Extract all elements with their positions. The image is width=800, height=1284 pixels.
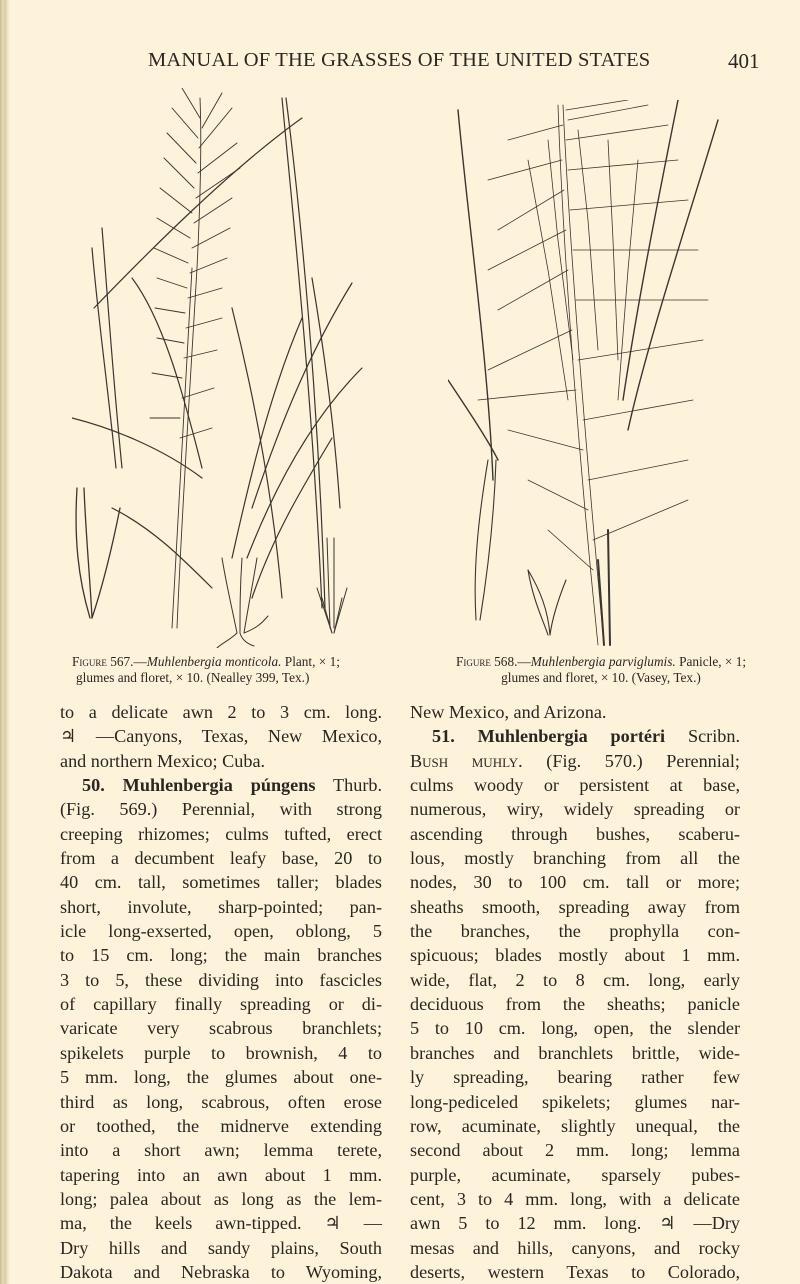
text-line: third as long, scabrous, often erose — [60, 1091, 382, 1112]
common-name: Bush muhly. — [410, 750, 523, 771]
text-line: spicuous; blades mostly about 1 mm. — [410, 945, 740, 966]
text-line: 5 to 10 cm. long, open, the slender — [410, 1018, 740, 1039]
figure-label: Figure 568. — [455, 654, 518, 669]
text-line: second about 2 mm. long; lemma — [410, 1140, 740, 1161]
caption-dash: — — [133, 654, 147, 669]
figure-567-caption — [72, 654, 390, 685]
text-line: ascending through bushes, scaberu- — [410, 823, 740, 844]
text-line: cent, 3 to 4 mm. long, with a delicate — [410, 1188, 740, 1209]
text-line: row, acuminate, slightly unequal, the — [410, 1115, 740, 1136]
running-head — [0, 49, 800, 75]
text-line: short, involute, sharp-pointed; pan- — [60, 896, 382, 917]
text-line: Dakota and Nebraska to Wyoming, — [60, 1261, 382, 1282]
species-heading-50 — [60, 773, 382, 797]
grass-plant-drawing-icon — [72, 88, 368, 648]
text-line: purple, acuminate, sparsely pubes- — [410, 1164, 740, 1185]
text-line: nodes, 30 to 100 cm. tall or more; — [410, 872, 740, 893]
text-line: creeping rhizomes; culms tufted, erect — [60, 823, 382, 844]
text-line: from a decumbent leafy base, 20 to — [60, 848, 382, 869]
text-line: awn 5 to 12 mm. long. ♃ —Dry — [410, 1213, 740, 1234]
text-line: of capillary finally spreading or di- — [60, 994, 382, 1015]
species-authority: Thurb. — [333, 775, 383, 796]
text-line: deserts, western Texas to Colorado, — [410, 1261, 740, 1282]
text-line: 40 cm. tall, sometimes taller; blades — [60, 872, 382, 893]
text-line: lous, mostly branching from all the — [410, 848, 740, 869]
caption-text: Plant, × 1; — [284, 654, 340, 669]
figure-label: Figure 567. — [72, 654, 134, 669]
text-line: the branches, the prophylla con- — [410, 921, 740, 942]
text-line: 3 to 5, these dividing into fascicles — [60, 969, 382, 990]
text-line: numerous, wiry, widely spreading or — [410, 799, 740, 820]
text-line: Dry hills and sandy plains, South — [60, 1237, 382, 1258]
species-number: 50. — [82, 775, 105, 796]
text-line: 5 mm. long, the glumes about one- — [60, 1067, 382, 1088]
text-line: and northern Mexico; Cuba. — [60, 750, 266, 771]
text-line: (Fig. 569.) Perennial, with strong — [60, 799, 382, 820]
text-line: mesas and hills, canyons, and rocky — [410, 1237, 740, 1258]
text-line: icle long-exserted, open, oblong, 5 — [60, 921, 382, 942]
caption-line-2: glumes and floret, × 10. (Nealley 399, Tex.) — [76, 669, 310, 685]
figure-568-illustration — [448, 100, 733, 648]
text-line: varicate very scabrous branchlets; — [60, 1018, 382, 1039]
text-line: culms woody or persistent at base, — [410, 775, 740, 796]
text-line: long; palea about as long as the lem- — [60, 1188, 382, 1209]
caption-text: Panicle, × 1; — [679, 654, 747, 669]
caption-line-2: glumes and floret, × 10. (Vasey, Tex.) — [501, 669, 701, 685]
species-name: Muhlenbergia parviglumis. — [530, 654, 676, 669]
figure-568-caption — [411, 654, 791, 685]
figure-567-illustration — [72, 88, 368, 648]
text-line: ly spreading, bearing rather few — [410, 1067, 740, 1088]
common-name-line — [410, 749, 740, 773]
text-line: or toothed, the midnerve extending — [60, 1115, 382, 1136]
running-title: MANUAL OF THE GRASSES OF THE UNITED STATES — [148, 49, 651, 71]
text-line: branches and branchlets brittle, wide- — [410, 1042, 740, 1063]
text-line: sheaths smooth, spreading away from — [410, 896, 740, 917]
text-line: wide, flat, 2 to 8 cm. long, early — [410, 969, 740, 990]
text-line: deciduous from the sheaths; panicle — [410, 994, 740, 1015]
left-text-column — [60, 700, 382, 1284]
species-name: Muhlenbergia púngens — [122, 775, 316, 796]
text-line: spikelets purple to brownish, 4 to — [60, 1042, 382, 1063]
species-name: Muhlenbergia monticola. — [146, 654, 282, 669]
grass-panicle-drawing-icon — [448, 100, 733, 648]
species-number: 51. — [432, 726, 455, 747]
text-line: New Mexico, and Arizona. — [410, 702, 607, 722]
species-name: Muhlenbergia portéri — [477, 726, 666, 747]
caption-dash: — — [517, 654, 531, 669]
text-line: ma, the keels awn-tipped. ♃ — — [60, 1213, 382, 1234]
text-line: to a delicate awn 2 to 3 cm. long. — [60, 702, 382, 722]
text-fragment: (Fig. 570.) Perennial; — [546, 750, 740, 771]
right-text-column — [410, 700, 740, 1284]
book-gutter-edge — [0, 0, 10, 1284]
text-line: into a short awn; lemma terete, — [60, 1140, 382, 1161]
page-number: 401 — [728, 49, 760, 73]
species-authority: Scribn. — [687, 726, 740, 747]
text-line: tapering into an awn about 1 mm. — [60, 1164, 382, 1185]
species-heading-51 — [410, 724, 740, 748]
text-line: long-pediceled spikelets; glumes nar- — [410, 1091, 740, 1112]
text-line: ♃ —Canyons, Texas, New Mexico, — [60, 726, 382, 747]
text-line: to 15 cm. long; the main branches — [60, 945, 382, 966]
